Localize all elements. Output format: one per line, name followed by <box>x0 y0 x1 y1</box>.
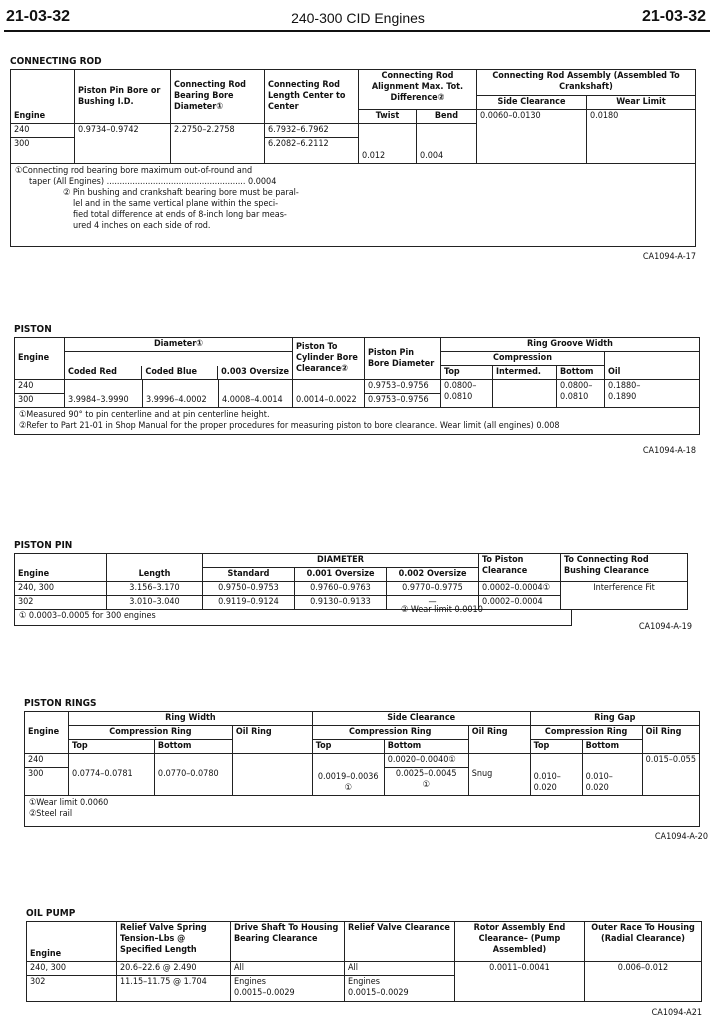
col-spring-tension: Relief Valve Spring Tension–Lbs @ Specified Length <box>117 922 231 962</box>
page-header <box>0 0 716 40</box>
pin-bore-value: 0.9753–0.9756 <box>365 394 441 408</box>
piston-table <box>14 337 700 408</box>
col-gap-oil: Oil Ring <box>642 726 699 754</box>
col-relief-valve: Relief Valve Clearance <box>345 922 455 962</box>
connecting-rod-table <box>10 69 696 164</box>
col-rod-assembly: Connecting Rod Assembly (Assembled To Crankshaft) <box>477 70 696 96</box>
col-oversize: 0.003 Oversize <box>221 367 289 377</box>
engine-cell: 240 <box>25 754 69 768</box>
rod-length-value: 6.2082–6.2112 <box>265 138 359 164</box>
col-side-clearance: Side Clearance <box>477 96 587 110</box>
col-engine: Engine <box>15 338 65 380</box>
col-diameter: Diameter① <box>65 338 293 352</box>
piston-pin-notes <box>14 605 572 626</box>
col-side-bottom: Bottom <box>384 740 468 754</box>
outer-race-value: 0.006–0.012 <box>585 962 702 1002</box>
note: ②Steel rail <box>29 809 73 819</box>
col-width-oil: Oil Ring <box>232 726 312 754</box>
table-row <box>25 754 700 768</box>
col-gap-bottom: Bottom <box>582 740 642 754</box>
note: taper (All Engines) ...................................................... 0.0004 <box>29 177 277 187</box>
table-row <box>27 962 702 976</box>
col-side-top: Top <box>312 740 384 754</box>
side-bottom-value-300: 0.0025–0.0045 ① <box>384 768 468 796</box>
col-diameter: DIAMETER <box>203 554 479 568</box>
spring-tension-value: 20.6–22.6 @ 2.490 <box>117 962 231 976</box>
col-bottom: Bottom <box>557 366 605 380</box>
oil-value: 0.1880– 0.1890 <box>605 380 700 408</box>
col-ring-groove: Ring Groove Width <box>441 338 700 352</box>
bearing-bore-value: 2.2750–2.2758 <box>171 124 265 164</box>
bend-value: 0.004 <box>417 124 477 164</box>
oversize-1-value: 0.9760–0.9763 <box>295 582 387 596</box>
note: ② Pin bushing and crankshaft bearing bore must be paral- <box>63 188 299 198</box>
col-rod-clearance: To Connecting Rod Bushing Clearance <box>561 554 688 582</box>
section-title: PISTON <box>14 324 52 335</box>
col-oversize-1: 0.001 Oversize <box>295 568 387 582</box>
pin-bore-value: 0.9753–0.9756 <box>365 380 441 394</box>
piston-pin-table <box>14 553 688 610</box>
section-title: PISTON PIN <box>14 540 73 551</box>
drive-shaft-value: All <box>231 962 345 976</box>
twist-value: 0.012 <box>359 124 417 164</box>
piston-pin-section <box>14 540 688 626</box>
col-bearing-bore: Connecting Rod Bearing Bore Diameter① <box>171 70 265 124</box>
spring-tension-value: 11.15–11.75 @ 1.704 <box>117 976 231 1002</box>
col-pin-bore: Piston Pin Bore Diameter <box>365 338 441 380</box>
bore-clearance-value: 0.0014–0.0022 <box>293 380 365 408</box>
note: ② Wear limit 0.0010 <box>401 605 483 615</box>
col-engine: Engine <box>11 70 75 124</box>
rod-length-value: 6.7932–6.7962 <box>265 124 359 138</box>
width-top-value: 0.0774–0.0781 <box>68 754 154 796</box>
col-wear-limit: Wear Limit <box>587 96 696 110</box>
col-ring-width: Ring Width <box>68 712 312 726</box>
col-coded-blue: Coded Blue <box>142 366 218 379</box>
oversize-2-value: 0.9770–0.9775 <box>387 582 479 596</box>
section-title: OIL PUMP <box>26 908 76 919</box>
page-number-right: 21-03-32 <box>641 8 706 25</box>
width-oil-value <box>232 754 312 796</box>
col-engine: Engine <box>15 554 107 582</box>
note: ured 4 inches on each side of rod. <box>73 221 211 231</box>
oil-pump-table <box>26 921 702 1002</box>
standard-value: 0.9750–0.9753 <box>203 582 295 596</box>
rotor-clearance-value: 0.0011–0.0041 <box>455 962 585 1002</box>
col-piston-clearance: To Piston Clearance <box>479 554 561 582</box>
oversize-value: 4.0008–4.0014 <box>219 380 293 408</box>
top-value: 0.0800– 0.0810 <box>441 380 493 408</box>
col-bore-clearance: Piston To Cylinder Bore Clearance② <box>293 338 365 380</box>
col-engine: Engine <box>25 712 69 754</box>
oil-pump-section <box>26 908 702 1002</box>
col-rod-length: Connecting Rod Length Center to Center <box>265 70 359 124</box>
col-gap-top: Top <box>530 740 582 754</box>
width-bottom-value: 0.0770–0.0780 <box>154 754 232 796</box>
col-drive-shaft: Drive Shaft To Housing Bearing Clearance <box>231 922 345 962</box>
length-value: 3.010–3.040 <box>107 596 203 610</box>
side-bottom-value-240: 0.0020–0.0040① <box>384 754 468 768</box>
figure-ref: CA1094-A-19 <box>638 622 692 632</box>
coded-red-value: 3.9984–3.9990 <box>65 380 143 408</box>
wear-limit-value: 0.0180 <box>587 110 696 164</box>
connecting-rod-notes <box>10 164 696 247</box>
header-rule <box>4 30 710 32</box>
gap-top-value: 0.010– 0.020 <box>530 754 582 796</box>
page-title: 240-300 CID Engines <box>291 10 425 26</box>
oversize-1-value: 0.9130–0.9133 <box>295 596 387 610</box>
side-top-value: 0.0019–0.0036 ① <box>312 754 384 796</box>
engine-cell: 302 <box>15 596 107 610</box>
engine-cell: 240 <box>11 124 75 138</box>
rod-clearance-value: Interference Fit <box>561 582 688 610</box>
note: ① 0.0003–0.0005 for 300 engines <box>19 611 156 621</box>
bottom-value: 0.0800– 0.0810 <box>557 380 605 408</box>
note: ①Wear limit 0.0060 <box>29 798 109 808</box>
col-rotor-assembly: Rotor Assembly End Clearance– (Pump Assembled) <box>455 922 585 962</box>
section-title: CONNECTING ROD <box>10 56 102 67</box>
figure-ref: CA1094-A21 <box>651 1008 702 1018</box>
table-row <box>15 582 688 596</box>
col-width-compression: Compression Ring <box>68 726 232 740</box>
col-side-oil: Oil Ring <box>468 726 530 754</box>
figure-ref: CA1094-A-17 <box>642 252 696 262</box>
col-standard: Standard <box>203 568 295 582</box>
col-outer-race: Outer Race To Housing (Radial Clearance) <box>585 922 702 962</box>
oversize-2-value: — <box>387 596 479 610</box>
connecting-rod-section <box>10 56 696 247</box>
piston-rings-section <box>24 698 700 827</box>
page-number-left: 21-03-32 <box>6 8 71 25</box>
table-row <box>15 380 700 394</box>
col-pin-bore: Piston Pin Bore or Bushing I.D. <box>75 70 171 124</box>
col-alignment: Connecting Rod Alignment Max. Tot. Difference② <box>359 70 477 110</box>
piston-clearance-value: 0.0002–0.0004 <box>479 596 561 610</box>
piston-section <box>14 324 700 435</box>
col-side-clearance: Side Clearance <box>312 712 530 726</box>
col-width-bottom: Bottom <box>154 740 232 754</box>
piston-notes <box>14 408 700 435</box>
engine-cell: 240, 300 <box>15 582 107 596</box>
col-top: Top <box>441 366 493 380</box>
note: ①Measured 90° to pin centerline and at pin centerline height. <box>19 410 270 420</box>
col-oversize-2: 0.002 Oversize <box>387 568 479 582</box>
col-intermed: Intermed. <box>493 366 557 380</box>
length-value: 3.156–3.170 <box>107 582 203 596</box>
piston-rings-notes <box>24 796 700 827</box>
gap-bottom-value: 0.010– 0.020 <box>582 754 642 796</box>
piston-rings-table <box>24 711 700 796</box>
engine-cell: 302 <box>27 976 117 1002</box>
col-width-top: Top <box>68 740 154 754</box>
col-engine: Engine <box>27 922 117 962</box>
col-side-compression: Compression Ring <box>312 726 468 740</box>
engine-cell: 240, 300 <box>27 962 117 976</box>
col-length: Length <box>107 554 203 582</box>
drive-shaft-value: Engines 0.0015–0.0029 <box>231 976 345 1002</box>
col-ring-gap: Ring Gap <box>530 712 699 726</box>
engine-cell: 240 <box>15 380 65 394</box>
side-clearance-value: 0.0060–0.0130 <box>477 110 587 164</box>
side-oil-value: Snug <box>468 754 530 796</box>
relief-valve-value: All <box>345 962 455 976</box>
col-coded-red: Coded Red <box>65 366 142 379</box>
gap-oil-value: 0.015–0.055 <box>642 754 699 796</box>
col-compression: Compression <box>441 352 605 366</box>
col-gap-compression: Compression Ring <box>530 726 642 740</box>
note: ①Connecting rod bearing bore maximum out-of-round and <box>15 166 253 176</box>
col-oil: Oil <box>605 352 700 380</box>
intermed-value <box>493 380 557 408</box>
engine-cell: 300 <box>25 768 69 796</box>
relief-valve-value: Engines 0.0015–0.0029 <box>345 976 455 1002</box>
col-bend: Bend <box>417 110 477 124</box>
engine-cell: 300 <box>11 138 75 164</box>
note: fied total difference at ends of 8-inch long bar meas- <box>73 210 287 220</box>
piston-clearance-value: 0.0002–0.0004① <box>479 582 561 596</box>
section-title: PISTON RINGS <box>24 698 97 709</box>
figure-ref: CA1094-A-20 <box>654 832 708 842</box>
diameter-subheaders <box>65 352 293 380</box>
standard-value: 0.9119–0.9124 <box>203 596 295 610</box>
col-twist: Twist <box>359 110 417 124</box>
engine-cell: 300 <box>15 394 65 408</box>
note: lel and in the same vertical plane within the speci- <box>73 199 279 209</box>
figure-ref: CA1094-A-18 <box>642 446 696 456</box>
note: ②Refer to Part 21-01 in Shop Manual for the proper procedures for measuring piston to bore clearance. Wear limit (all engines) 0.008 <box>19 421 560 431</box>
pin-bore-value: 0.9734–0.9742 <box>75 124 171 164</box>
coded-blue-value: 3.9996–4.0002 <box>143 380 219 408</box>
